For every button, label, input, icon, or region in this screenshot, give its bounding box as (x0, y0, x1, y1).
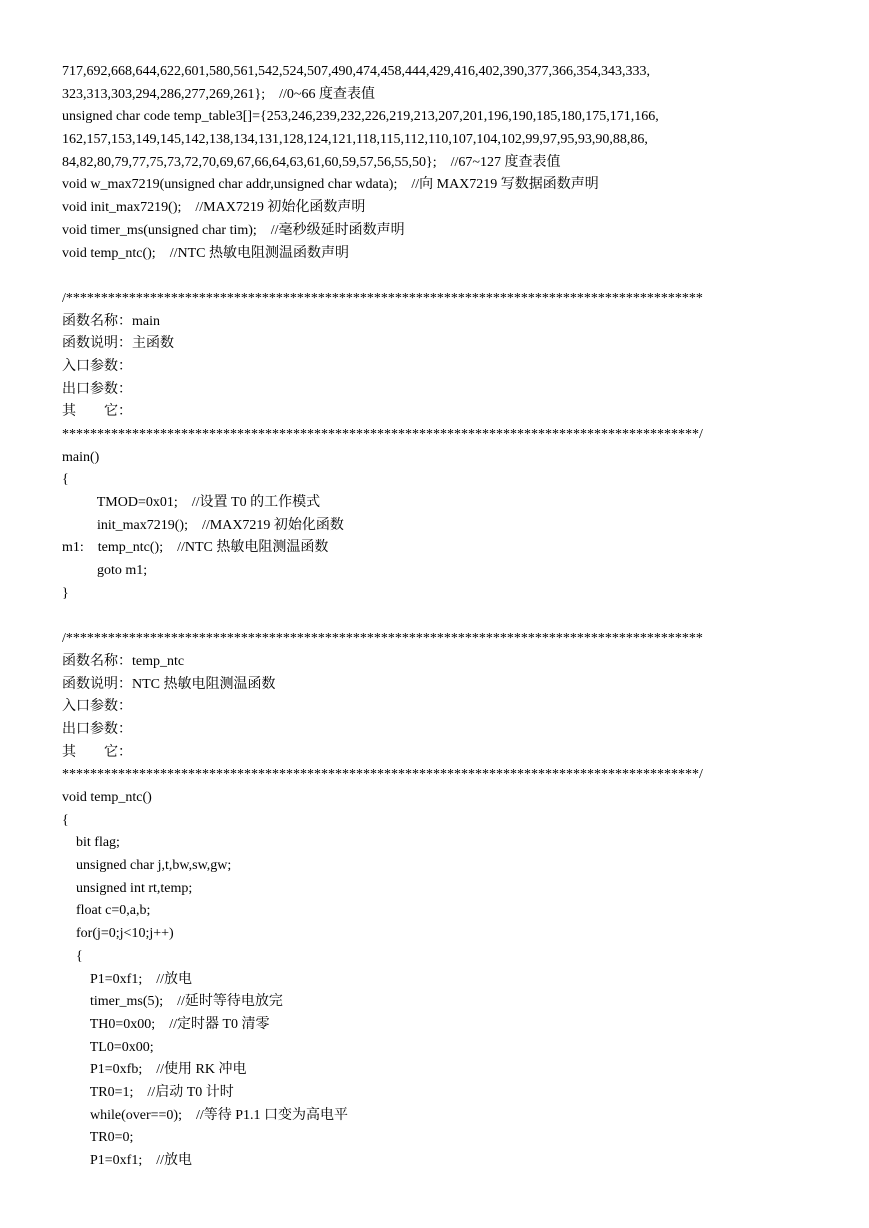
exit-params-line: 出口参数： (62, 721, 132, 737)
code-line: void w_max7219(unsigned char addr,unsigned char wdata); //向 MAX7219 写数据函数声明 (62, 177, 599, 193)
comment-border-top: /******************************************************************************************* (62, 631, 703, 647)
code-line: { (62, 948, 83, 964)
entry-params-line: 入口参数： (62, 358, 132, 374)
other-line: 其 它： (62, 404, 132, 420)
comment-border-bottom: *******************************************************************************************/ (62, 427, 703, 442)
code-line: 323,313,303,294,286,277,269,261}; //0~66 度查表值 (62, 86, 375, 102)
code-listing (62, 61, 762, 1173)
code-line: } (62, 585, 69, 601)
blank-line (62, 265, 762, 288)
code-line: bit flag; (62, 835, 120, 851)
code-line: 84,82,80,79,77,75,73,72,70,69,67,66,64,63,61,60,59,57,56,55,50}; //67~127 度查表值 (62, 154, 561, 170)
function-desc-line: 函数说明：主函数 (62, 336, 174, 352)
code-line: TR0=1; //启动 T0 计时 (62, 1084, 234, 1100)
code-line: TMOD=0x01; //设置 T0 的工作模式 (62, 495, 321, 511)
code-line: void timer_ms(unsigned char tim); //毫秒级延时函数声明 (62, 222, 405, 238)
code-line: init_max7219(); //MAX7219 初始化函数 (62, 517, 344, 533)
comment-border-bottom: *******************************************************************************************/ (62, 767, 703, 783)
function-name-line: 函数名称：temp_ntc (62, 653, 185, 669)
code-line: TL0=0x00; (62, 1039, 154, 1055)
code-line: { (62, 812, 69, 828)
code-line: P1=0xf1; //放电 (62, 1153, 193, 1168)
code-line: { (62, 472, 69, 488)
code-line: unsigned char code temp_table3[]={253,246,239,232,226,219,213,207,201,196,190,185,180,175,171,166, (62, 109, 659, 125)
function-name-line: 函数名称：main (62, 313, 160, 329)
code-line: TR0=0; (62, 1130, 134, 1146)
code-line: main() (62, 449, 100, 465)
code-line: timer_ms(5); //延时等待电放完 (62, 994, 283, 1010)
code-line: P1=0xf1; //放电 (62, 971, 193, 987)
code-line: void temp_ntc() (62, 790, 152, 805)
entry-params-line: 入口参数： (62, 699, 132, 715)
code-line: unsigned char j,t,bw,sw,gw; (62, 858, 232, 874)
code-line: TH0=0x00; //定时器 T0 清零 (62, 1016, 270, 1032)
code-line: for(j=0;j<10;j++) (62, 926, 174, 942)
code-line: while(over==0); //等待 P1.1 口变为高电平 (62, 1107, 349, 1123)
comment-border-top: /******************************************************************************************* (62, 290, 703, 306)
code-line: 162,157,153,149,145,142,138,134,131,128,124,121,118,115,112,110,107,104,102,99,97,95,93,90,88,86, (62, 132, 648, 148)
exit-params-line: 出口参数： (62, 381, 132, 397)
code-line: m1: temp_ntc(); //NTC 热敏电阻测温函数 (62, 540, 329, 556)
code-line: goto m1; (62, 563, 148, 579)
code-line: P1=0xfb; //使用 RK 冲电 (62, 1062, 247, 1078)
function-desc-line: 函数说明：NTC 热敏电阻测温函数 (62, 676, 276, 692)
other-line: 其 它： (62, 744, 132, 760)
code-line: void temp_ntc(); //NTC 热敏电阻测温函数声明 (62, 245, 349, 261)
blank-line (62, 606, 762, 629)
code-line: void init_max7219(); //MAX7219 初始化函数声明 (62, 200, 366, 216)
code-line: unsigned int rt,temp; (62, 880, 193, 896)
code-line: float c=0,a,b; (62, 903, 151, 919)
code-line: 717,692,668,644,622,601,580,561,542,524,507,490,474,458,444,429,416,402,390,377,366,354,343,333, (62, 64, 650, 79)
